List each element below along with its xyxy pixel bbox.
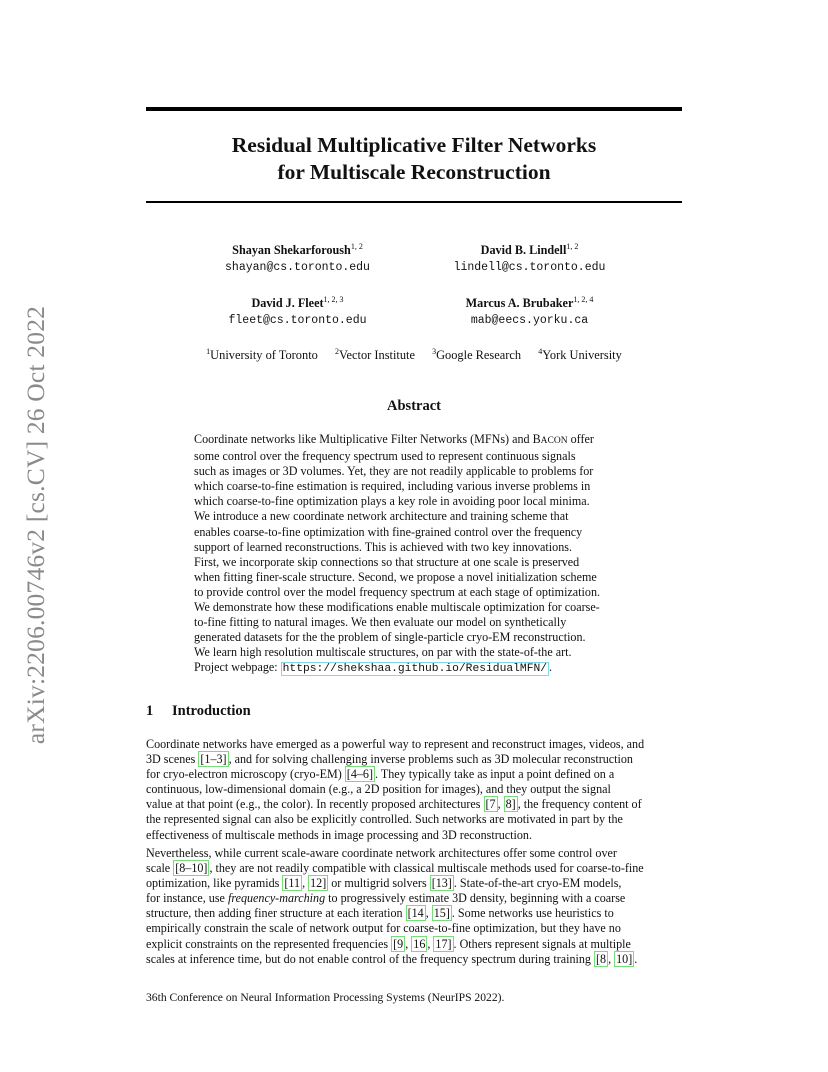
author-block	[422, 291, 637, 329]
abstract-line: enables coarse-to-fine optimization with fine-grained control over the frequency	[194, 524, 583, 539]
author-name: David J. Fleet	[251, 296, 324, 311]
author-name: Shayan Shekarforoush	[232, 243, 351, 258]
abstract-line: which coarse-to-fine optimization plays a key role in avoiding poor local minima.	[194, 494, 590, 509]
intro-paragraph-1	[146, 737, 682, 843]
abstract-heading: Abstract	[387, 398, 441, 414]
text-line: 3D scenes [1–3] , and for solving challenging inverse problems such as 3D molecular reconstruction	[146, 752, 633, 767]
citation-link[interactable]: [8–10]	[175, 861, 208, 876]
citation-link[interactable]: [14	[407, 906, 424, 921]
intro-paragraph-2	[146, 846, 682, 967]
abstract-line: which coarse-to-fine estimation is required, including various inverse problems in	[194, 479, 591, 494]
abstract-line: We demonstrate how these modifications enable multiscale optimization for coarse-	[194, 600, 600, 615]
title-line-2: for Multiscale Reconstruction	[277, 160, 551, 184]
affiliation-item: $^2$Vector Institute	[334, 347, 415, 363]
section-heading	[146, 703, 251, 720]
text-line: for cryo-electron microscopy (cryo-EM) [4–6] . They typically take as input a point defined on a	[146, 767, 615, 782]
emphasis-text: frequency-marching	[227, 891, 326, 906]
abstract-line: such as images or 3D volumes. Yet, they are not readily applicable to problems for	[194, 464, 594, 479]
author-email: shayan@cs.toronto.edu	[225, 261, 370, 275]
arxiv-stamp	[6, 290, 66, 760]
abstract-line: Coordinate networks like Multiplicative Filter Networks (MFNs) and BACON offer	[194, 432, 594, 446]
abstract-line: to-fine fitting to natural images. We then evaluate our model on synthetically	[194, 615, 567, 630]
affiliation-item: $^1$University of Toronto	[206, 347, 318, 363]
text-line: Coordinate networks have emerged as a powerful way to represent and reconstruct images, videos, and	[146, 737, 645, 751]
abstract-body	[194, 432, 634, 678]
author-block	[422, 238, 637, 276]
paper-title	[146, 132, 682, 186]
citation-link[interactable]: 8]	[505, 797, 516, 812]
title-line-1: Residual Multiplicative Filter Networks	[231, 133, 597, 157]
citation-link[interactable]: [4–6]	[346, 767, 373, 782]
title-rule-top	[146, 107, 682, 111]
abstract-webpage-line: Project webpage: https://shekshaa.github.io/ResidualMFN/ .	[194, 660, 553, 676]
author-name: Marcus A. Brubaker	[465, 296, 574, 311]
citation-link[interactable]: [7	[485, 797, 496, 812]
text-line: continuous, low-dimensional domain (e.g., a 2D position for images), and they output the signal	[146, 782, 611, 797]
section-title: Introduction	[172, 703, 251, 719]
text-line: structure, then adding finer structure at each iteration [14 , 15] . Some networks use heuristics to	[146, 906, 614, 921]
text-line: scales at inference time, but do not enable control of the frequency spectrum during training [8 , 10] .	[146, 951, 638, 966]
citation-link[interactable]: [13]	[431, 876, 452, 891]
abstract-line: some control over the frequency spectrum used to represent continuous signals	[194, 449, 576, 464]
affiliations	[146, 344, 682, 363]
author-email: fleet@cs.toronto.edu	[228, 314, 367, 328]
text-line: optimization, like pyramids [11 , 12] or multigrid solvers [13] . State-of-the-art cryo-EM models,	[146, 876, 622, 891]
citation-link[interactable]: [8	[595, 951, 607, 966]
section-number: 1	[146, 703, 154, 719]
abstract-line: to provide control over the model frequency spectrum at each stage of optimization.	[194, 584, 601, 599]
footer-note: 36th Conference on Neural Information Processing Systems (NeurIPS 2022).	[146, 991, 505, 1004]
abstract-line: generated datasets for the the problem of single-particle cryo-EM reconstruction.	[194, 630, 586, 645]
abstract-line: We learn high resolution multiscale structures, on par with the state-of-the art.	[194, 645, 572, 660]
author-email: lindell@cs.toronto.edu	[453, 261, 606, 275]
text-line: for instance, use frequency-marching to progressively estimate 3D density, beginning with a coarse	[146, 891, 626, 906]
author-affil-sup: 1, 2, 3	[323, 295, 344, 304]
text-line: empirically constrain the scale of network output for coarse-to-fine optimization, but they have no	[146, 921, 621, 936]
citation-link[interactable]: 17]	[435, 936, 452, 951]
citation-link[interactable]: 15]	[433, 906, 450, 921]
citation-link[interactable]: [1–3]	[200, 752, 227, 767]
text-line: Nevertheless, while current scale-aware coordinate network architectures offer some control over	[146, 846, 617, 860]
title-rule-bottom	[146, 201, 682, 203]
affiliation-item: $^3$Google Research	[432, 347, 522, 363]
author-affil-sup: 1, 2	[566, 242, 579, 251]
text-line: the represented signal can also be explicitly controlled. Such networks are motivated in part by the	[146, 812, 623, 827]
text-line: value at that point (e.g., the color). In recently proposed architectures [7 , 8] , the frequency content of	[146, 797, 642, 812]
citation-link[interactable]: [9	[393, 936, 404, 951]
citation-link[interactable]: 16	[413, 936, 426, 951]
citation-link[interactable]: 12]	[310, 876, 327, 891]
author-name: David B. Lindell	[480, 243, 567, 258]
abstract-line: support of learned reconstructions. This is achieved with two key innovations.	[194, 539, 572, 554]
abstract-line: We introduce a new coordinate network architecture and training scheme that	[194, 509, 569, 524]
arxiv-stamp-text: arXiv:2206.00746v2 [cs.CV] 26 Oct 2022	[21, 305, 50, 745]
text-line: explicit constraints on the represented frequencies [9 , 16 , 17] . Others represent signals at multiple	[146, 936, 631, 951]
project-webpage-link[interactable]: https://shekshaa.github.io/ResidualMFN/	[282, 663, 548, 676]
author-block	[190, 291, 405, 329]
author-affil-sup: 1, 2, 4	[573, 295, 594, 304]
author-email: mab@eecs.yorku.ca	[470, 314, 589, 328]
abstract-line: First, we incorporate skip connections so that structure at one scale is preserved	[194, 554, 580, 569]
text-line: effectiveness of multiscale methods in image processing and 3D reconstruction.	[146, 827, 532, 842]
text-line: scale [8–10] , they are not readily compatible with classical multiscale methods used for coarse-to-fine	[146, 861, 644, 876]
author-affil-sup: 1, 2	[350, 242, 363, 251]
author-block	[190, 238, 405, 276]
affiliation-item: $^4$York University	[538, 347, 622, 363]
abstract-line: when fitting finer-scale structure. Second, we propose a novel initialization scheme	[194, 569, 597, 584]
citation-link[interactable]: [11	[284, 876, 301, 891]
citation-link[interactable]: 10]	[616, 951, 633, 966]
